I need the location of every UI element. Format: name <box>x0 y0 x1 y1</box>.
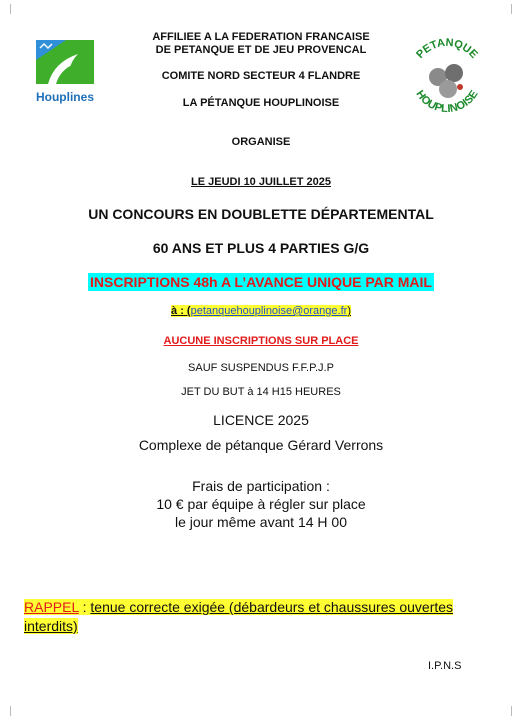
fees-line-2: 10 € par équipe à régler sur place <box>156 496 366 512</box>
badge-bottom-text: HOUPLINOISE <box>413 88 481 116</box>
header-line-3: COMITE NORD SECTEUR 4 FLANDRE <box>161 70 361 82</box>
venue: Complexe de pétanque Gérard Verrons <box>138 437 384 453</box>
houplines-brand-text: Houplines <box>35 90 94 104</box>
crop-mark <box>10 4 21 14</box>
reminder <box>24 598 464 636</box>
header-line-1: AFFILIEE A LA FEDERATION FRANCAISE <box>152 31 370 43</box>
fees-line-3: le jour même avant 14 H 00 <box>175 514 347 530</box>
crop-mark <box>501 706 512 716</box>
fees-line-1: Frais de participation : <box>192 478 330 494</box>
no-onsite-registration: AUCUNE INSCRIPTIONS SUR PLACE <box>163 335 359 347</box>
crop-mark <box>10 706 21 716</box>
badge-top-text: PETANQUE <box>414 36 480 61</box>
event-date: LE JEUDI 10 JUILLET 2025 <box>191 176 331 188</box>
crop-mark <box>501 4 512 14</box>
reminder-label: RAPPEL <box>24 599 79 615</box>
email-link[interactable]: petanquehouplinoise@orange.fr <box>190 305 348 317</box>
header-line-5: ORGANISE <box>231 136 291 148</box>
jet-time: JET DU BUT à 14 H15 HEURES <box>181 386 341 398</box>
registration-banner: INSCRIPTIONS 48h A L’AVANCE UNIQUE PAR MAIL <box>90 274 432 290</box>
email-prefix: à : ( <box>171 305 191 317</box>
suspended-note: SAUF SUSPENDUS F.F.P.J.P <box>188 362 334 374</box>
reminder-text: tenue correcte exigée (débardeurs et chaussures ouvertes interdits) <box>24 599 454 634</box>
header-line-4: LA PÉTANQUE HOUPLINOISE <box>182 97 340 109</box>
ipns-footer: I.P.N.S <box>428 660 462 672</box>
header-line-2: DE PETANQUE ET DE JEU PROVENCAL <box>155 44 367 56</box>
event-subtitle: 60 ANS ET PLUS 4 PARTIES G/G <box>152 240 370 256</box>
licence: LICENCE 2025 <box>213 412 309 428</box>
reminder-separator: : <box>78 599 91 615</box>
email-suffix: ) <box>347 305 351 317</box>
event-title: UN CONCOURS EN DOUBLETTE DÉPARTEMENTAL <box>88 206 434 222</box>
